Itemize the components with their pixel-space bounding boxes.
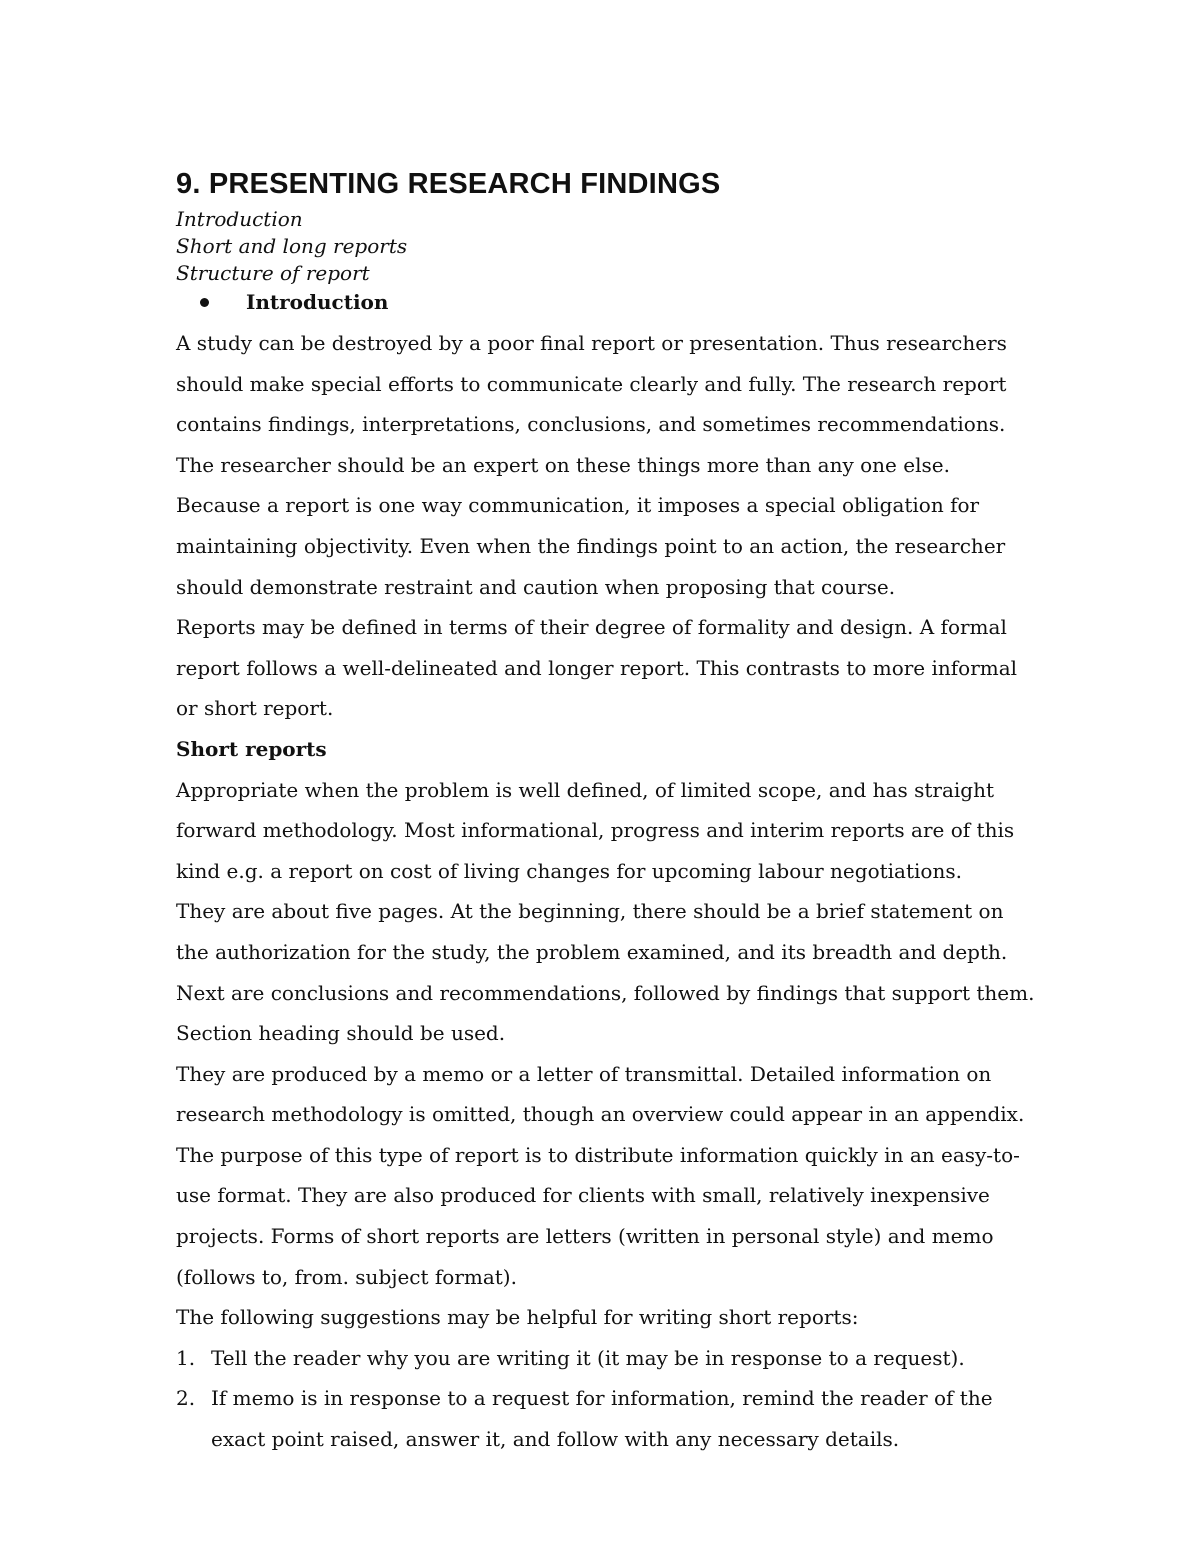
document-body [176,323,1036,1460]
document-page [176,166,1036,1460]
short-reports-paragraph: The following suggestions may be helpful for writing short reports: [176,1305,859,1330]
suggestion-list-item [176,1378,1036,1459]
intro-paragraph: A study can be destroyed by a poor final report or presentation. Thus researchers should make special efforts to communicate clearly and fully. The research report contains findings, interpretations, conclusions, and sometimes recommendations. The researcher should be an expert on these things more than any one else. [176,331,1007,477]
suggestion-text: If memo is in response to a request for information, remind the reader of the exact point raised, answer it, and follow with any necessary details. [211,1386,993,1452]
suggestion-list-item [176,1338,1036,1379]
suggestion-number: 2. [176,1386,196,1411]
short-reports-paragraph: They are produced by a memo or a letter of transmittal. Detailed information on research methodology is omitted, though an overview could appear in an appendix. The purpose of this type of report is to distribute information quickly in an easy-to-use format. They are also produced for clients with small, relatively inexpensive projects. Forms of short reports are letters (written in personal style) and memo (follows to, from. subject format). [176,1061,1025,1289]
contents-item: Introduction [176,207,303,231]
bullet-heading-introduction [176,288,1036,317]
section-heading-short-reports: Short reports [176,736,327,761]
contents-item: Structure of report [176,261,370,285]
intro-paragraph: Reports may be defined in terms of their degree of formality and design. A formal report follows a well-delineated and longer report. This contrasts to more informal or short report. [176,615,1018,721]
suggestion-text: Tell the reader why you are writing it (it may be in response to a request). [211,1345,965,1370]
intro-paragraph: Because a report is one way communication, it imposes a special obligation for maintaining objectivity. Even when the findings point to an action, the researcher should demonstrate restraint and caution when proposing that course. [176,493,1006,599]
contents-item: Short and long reports [176,234,408,258]
short-reports-paragraph: They are about five pages. At the beginning, there should be a brief statement on the authorization for the study, the problem examined, and its breadth and depth. Next are conclusions and recommendations, followed by findings that support them. Section heading should be used. [176,899,1035,1046]
bullet-heading-label: Introduction [246,290,389,314]
bullet-icon [200,298,209,307]
short-reports-paragraph: Appropriate when the problem is well defined, of limited scope, and has straight forward methodology. Most informational, progress and interim reports are of this kind e.g. a report on cost of living changes for upcoming labour negotiations. [176,777,1015,883]
suggestion-number: 1. [176,1345,196,1370]
chapter-title: 9. PRESENTING RESEARCH FINDINGS [176,168,721,200]
chapter-contents-list [176,206,1036,287]
